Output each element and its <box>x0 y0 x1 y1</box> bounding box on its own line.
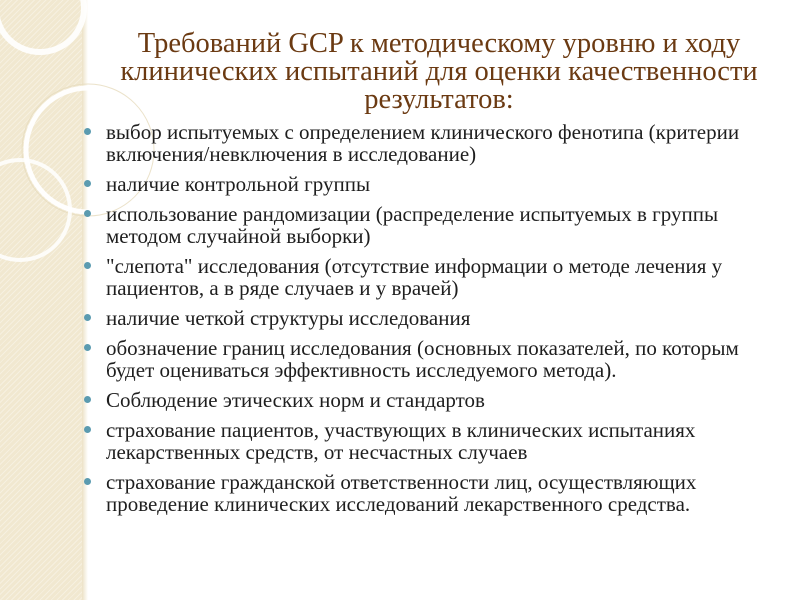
bullet-item <box>82 471 772 515</box>
bullet-icon <box>84 262 91 269</box>
slide-title: Требований GCP к методическому уровню и ходу клинических испытаний для оценки качественности результатов: <box>120 28 758 115</box>
bullet-item <box>82 255 772 299</box>
bullet-icon <box>84 128 91 135</box>
bullet-icon <box>84 396 91 403</box>
bullet-text: обозначение границ исследования (основных показателей, по которым будет оцениваться эффективность исследуемого метода). <box>106 336 739 382</box>
decorative-side-band <box>0 0 82 600</box>
bullet-icon <box>84 344 91 351</box>
bullet-icon <box>84 478 91 485</box>
bullet-item <box>82 419 772 463</box>
bullet-item <box>82 337 772 381</box>
bullet-item <box>82 203 772 247</box>
bullet-icon <box>84 426 91 433</box>
bullet-item <box>82 173 772 195</box>
bullet-text: Соблюдение этических норм и стандартов <box>106 388 485 412</box>
bullet-text: использование рандомизации (распределение испытуемых в группы методом случайной выборки) <box>106 202 719 248</box>
bullet-list <box>82 121 772 523</box>
bullet-icon <box>84 210 91 217</box>
bullet-text: наличие четкой структуры исследования <box>106 306 471 330</box>
bullet-text: наличие контрольной группы <box>106 172 371 196</box>
bullet-icon <box>84 314 91 321</box>
bullet-text: "слепота" исследования (отсутствие информации о методе лечения у пациентов, а в ряде случаев и у врачей) <box>106 254 723 300</box>
bullet-icon <box>84 180 91 187</box>
bullet-text: страхование гражданской ответственности лиц, осуществляющих проведение клинических исследований лекарственного средства. <box>106 470 697 516</box>
bullet-item <box>82 307 772 329</box>
bullet-text: страхование пациентов, участвующих в клинических испытаниях лекарственных средств, от несчастных случаев <box>106 418 696 464</box>
bullet-text: выбор испытуемых с определением клинического фенотипа (критерии включения/невключения в исследование) <box>106 120 740 166</box>
bullet-item <box>82 389 772 411</box>
bullet-item <box>82 121 772 165</box>
